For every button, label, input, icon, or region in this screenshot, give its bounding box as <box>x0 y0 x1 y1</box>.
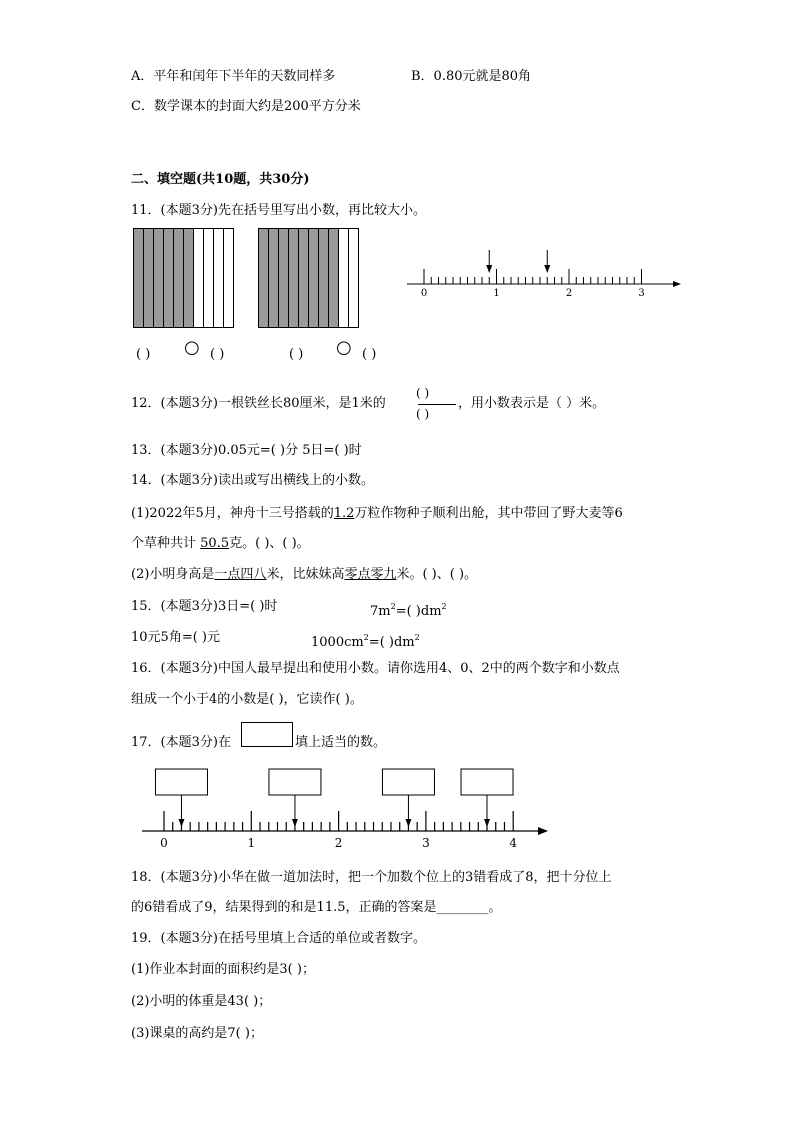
tick-label: 0 <box>420 288 428 299</box>
grid-strip <box>329 229 339 328</box>
tick-label: 2 <box>334 836 343 850</box>
grid-strip <box>309 229 319 328</box>
grid-strip <box>214 229 224 328</box>
grid-strip <box>289 229 299 328</box>
q14-line1: (1)2022年5月，神舟十三号搭载的1.2万粒作物种子顺利出舱，其中带回了野大麦等6 <box>131 506 623 521</box>
q14-line2: 个草种共计 50.5克。( )、( )。 <box>131 536 310 551</box>
q19-stem: 19．(本题3分)在括号里填上合适的单位或者数字。 <box>131 931 426 946</box>
q19-item-3: (3)课桌的高约是7( )； <box>131 1026 263 1041</box>
grid-strip <box>144 229 154 328</box>
q16-line1: 16．(本题3分)中国人最早提出和使用小数。请你选用4、0、2中的两个数字和小数点 <box>131 661 620 676</box>
pointer-arrowhead <box>486 265 492 273</box>
axis-arrowhead <box>673 281 681 287</box>
answer-box <box>382 769 434 795</box>
q17-stem-post: 填上适当的数。 <box>295 735 387 750</box>
fraction-numerator: ( ) <box>416 386 430 400</box>
number-line-q11 <box>405 245 690 300</box>
answer-box <box>269 769 321 795</box>
q11-stem: 11．(本题3分)先在括号里写出小数，再比较大小。 <box>131 203 426 218</box>
q19-item-2: (2)小明的体重是43( )； <box>131 994 272 1009</box>
q14-line3: (2)小明身高是一点四八米，比妹妹高零点零九米。( )、( )。 <box>131 567 478 582</box>
pointer-arrowhead <box>405 819 411 827</box>
q16-line2: 组成一个小于4的小数是( )，它读作( )。 <box>131 692 363 707</box>
grid-strip <box>134 229 144 328</box>
grid-strip <box>154 229 164 328</box>
answer-box <box>155 769 207 795</box>
q19-item-1: (1)作业本封面的面积约是3( )； <box>131 962 315 977</box>
q12-stem-pre: 12．(本题3分)一根铁丝长80厘米，是1米的 <box>131 396 386 411</box>
grid-strip <box>194 229 204 328</box>
q18-line1: 18．(本题3分)小华在做一道加法时，把一个加数个位上的3错看成了8，把十分位上 <box>131 870 612 885</box>
grid-strip <box>174 229 184 328</box>
tick-label: 3 <box>422 836 430 850</box>
option-a: A．平年和闰年下半年的天数同样多 <box>131 69 336 84</box>
answer-paren: ( ) <box>289 347 304 362</box>
grid-strip <box>299 229 309 328</box>
q14-stem: 14．(本题3分)读出或写出横线上的小数。 <box>131 473 374 488</box>
grid-strip <box>259 229 269 328</box>
q15-part3: 10元5角=( )元 <box>131 630 220 645</box>
answer-paren: ( ) <box>210 347 225 362</box>
option-b: B．0.80元就是80角 <box>411 69 532 84</box>
q13-stem: 13．(本题3分)0.05元=( )分 5日=( )时 <box>131 443 362 458</box>
decimal-grid-left <box>133 228 234 328</box>
q15-part1: 15．(本题3分)3日=( )时 <box>131 599 278 614</box>
grid-strip <box>319 229 329 328</box>
tick-label: 1 <box>493 288 500 299</box>
q17-stem-pre: 17．(本题3分)在 <box>131 735 231 750</box>
grid-strip <box>339 229 349 328</box>
tick-label: 2 <box>565 288 573 299</box>
q18-line2: 的6错看成了9，结果得到的和是11.5，正确的答案是________。 <box>131 900 502 915</box>
q15-part4: $1000cm^2=$( )$dm^2$ <box>311 633 420 650</box>
grid-strip <box>269 229 279 328</box>
tick-label: 1 <box>247 836 256 850</box>
option-c: C．数学课本的封面大约是200平方分米 <box>131 99 361 114</box>
pointer-arrowhead <box>292 819 298 827</box>
section-title: 二、填空题(共10题，共30分) <box>131 172 310 187</box>
tick-label: 3 <box>638 288 645 299</box>
answer-box <box>461 769 513 795</box>
fraction-denominator: ( ) <box>416 407 430 421</box>
axis-arrowhead <box>538 827 548 835</box>
compare-circle: ○ <box>184 337 200 358</box>
answer-box[interactable] <box>241 722 293 747</box>
compare-circle: ○ <box>336 337 352 358</box>
number-line-q17 <box>140 768 555 850</box>
grid-strip <box>224 229 234 328</box>
pointer-arrowhead <box>484 819 490 827</box>
grid-strip <box>204 229 214 328</box>
answer-paren: ( ) <box>362 347 377 362</box>
grid-strip <box>164 229 174 328</box>
pointer-arrowhead <box>178 819 184 827</box>
grid-strip <box>349 229 359 328</box>
answer-paren: ( ) <box>136 347 151 362</box>
pointer-arrowhead <box>544 265 550 273</box>
q15-part2: $7m^2=$( )$dm^2$ <box>370 602 447 619</box>
q12-stem-post: ，用小数表示是（ ）米。 <box>458 396 606 411</box>
grid-strip <box>279 229 289 328</box>
decimal-grid-right <box>258 228 359 328</box>
tick-label: 4 <box>509 836 518 850</box>
grid-strip <box>184 229 194 328</box>
tick-label: 0 <box>160 836 168 850</box>
